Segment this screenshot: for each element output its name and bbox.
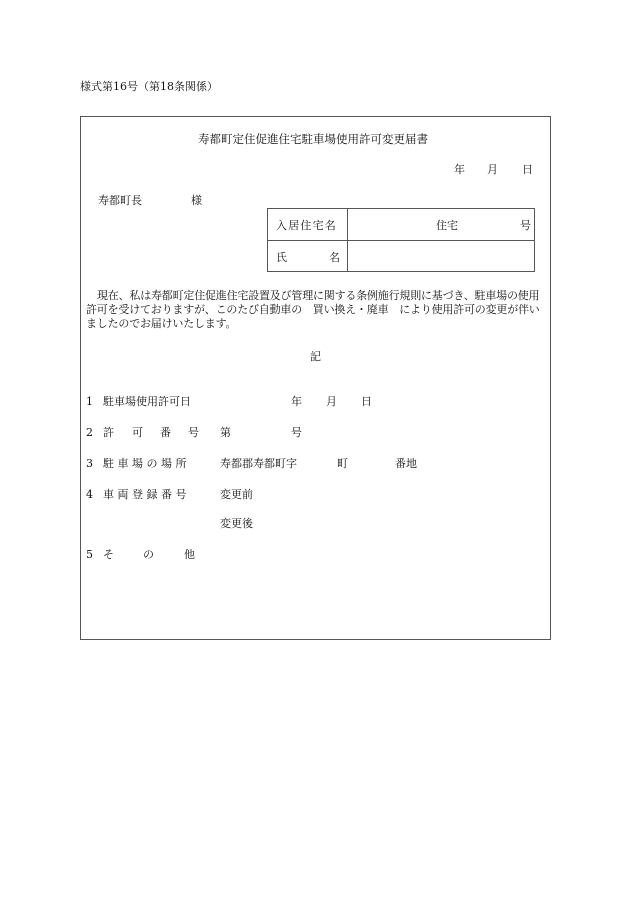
residence-name-label: 入居住宅名 (276, 219, 337, 232)
addressee-honorific: 様 (191, 194, 202, 207)
item1-day: 日 (361, 395, 372, 408)
item2-label-char4: 号 (188, 426, 199, 439)
item2-label-char2: 可 (132, 426, 143, 439)
date-month-label: 月 (487, 163, 498, 176)
item2-suffix: 号 (291, 426, 302, 439)
item3-number: 3 (86, 457, 93, 470)
item3-banchi: 番地 (395, 457, 417, 470)
form-frame (80, 116, 551, 640)
table-column-divider (347, 209, 348, 271)
resident-info-table (267, 208, 535, 272)
residence-number-suffix: 号 (520, 219, 531, 232)
name-label-mei: 名 (329, 251, 340, 264)
addressee-name: 寿都町長 (98, 194, 142, 207)
form-number-label: 様式第16号（第18条関係） (80, 80, 218, 93)
name-label-shi: 氏 (276, 251, 287, 264)
residence-name-field[interactable]: 住宅 (436, 219, 458, 232)
item3-town: 町 (337, 457, 348, 470)
item2-label-char1: 許 (103, 426, 114, 439)
date-day-label: 日 (522, 163, 533, 176)
item1-month: 月 (326, 395, 337, 408)
item1-year: 年 (291, 395, 302, 408)
item1-label: 駐車場使用許可日 (103, 395, 191, 408)
item5-label-char3: 他 (184, 548, 195, 561)
item2-prefix: 第 (220, 426, 231, 439)
item4-before: 変更前 (220, 488, 253, 501)
item4-after: 変更後 (220, 517, 253, 530)
item2-label-char3: 番 (160, 426, 171, 439)
item4-number: 4 (86, 488, 93, 501)
item3-address: 寿都郡寿都町字 (220, 457, 297, 470)
item4-label: 車 両 登 録 番 号 (103, 488, 187, 501)
item3-label: 駐 車 場 の 場 所 (103, 457, 187, 470)
notification-body: 現在、私は寿都町定住促進住宅設置及び管理に関する条例施行規則に基づき、駐車場の使用許可を受けておりますが、このたび自動車の 買い換え・廃車 により使用許可の変更が伴いましたのでお届けいたします。 (86, 289, 540, 330)
item5-label-char1: そ (103, 548, 114, 561)
item5-number: 5 (86, 548, 93, 561)
table-row-divider (268, 240, 534, 241)
form-title: 寿都町定住促進住宅駐車場使用許可変更届書 (198, 132, 428, 146)
item5-label-char2: の (143, 548, 154, 561)
ki-heading: 記 (310, 350, 321, 363)
date-year-label: 年 (454, 163, 465, 176)
item1-number: 1 (86, 395, 93, 408)
item2-number: 2 (86, 426, 93, 439)
